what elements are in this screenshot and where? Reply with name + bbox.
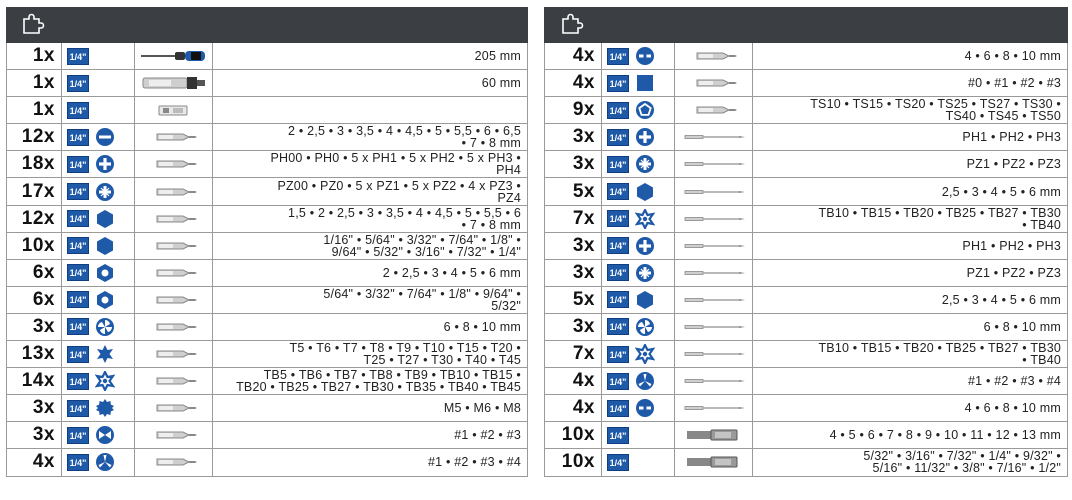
sizes: 4 • 5 • 6 • 7 • 8 • 9 • 10 • 11 • 12 • 13 mm [753,422,1068,449]
screwdriver-handle-image [135,43,213,70]
bit-image [135,259,213,286]
drive-type-cell [62,70,135,97]
drive-type-cell [62,449,135,476]
bit-image [135,286,213,313]
slotted-icon [95,127,115,147]
quantity: 10x [545,422,602,449]
drive-type-cell [602,422,675,449]
quantity: 10x [7,232,62,259]
drive-type-cell [602,341,675,368]
hex-tamper-icon [95,290,115,310]
drive-size-badge: 1/4" [607,373,629,390]
drive-size-badge: 1/4" [67,156,89,173]
table-row [7,232,528,259]
spline-icon [95,398,115,418]
header-picture-cell [135,8,213,43]
nut-driver-image [675,449,753,476]
clutch-icon [95,425,115,445]
table-row [545,43,1068,70]
pozidriv-icon [635,154,655,174]
quantity: 3x [7,422,62,449]
sizes: 2,5 • 3 • 4 • 5 • 6 mm [753,286,1068,313]
table-row [545,259,1068,286]
table-row [545,395,1068,422]
drive-size-badge: 1/4" [607,237,629,254]
table-row [7,286,528,313]
sizes: 60 mm [213,70,528,97]
drive-type-cell [602,97,675,124]
header-sizes-cell [753,8,1068,43]
quantity: 3x [545,232,602,259]
drive-type-cell [602,286,675,313]
long-bit-image [675,313,753,340]
sizes: 4 • 6 • 8 • 10 mm [753,395,1068,422]
quantity: 3x [545,259,602,286]
quantity: 12x [7,124,62,151]
drive-size-badge: 1/4" [67,291,89,308]
quantity: 3x [545,124,602,151]
bit-image [135,151,213,178]
table-row [545,97,1068,124]
drive-type-cell [602,205,675,232]
sizes: T5 • T6 • T7 • T8 • T9 • T10 • T15 • T20 • T25 • T27 • T30 • T40 • T45 [213,341,528,368]
quantity: 4x [545,395,602,422]
table-row [7,43,528,70]
quantity: 1x [7,97,62,124]
table-row [545,151,1068,178]
header-sizes-cell [213,8,528,43]
sizes: PH1 • PH2 • PH3 [753,124,1068,151]
quantity: 3x [545,151,602,178]
drive-size-badge: 1/4" [67,400,89,417]
drive-size-badge: 1/4" [67,427,89,444]
hex-icon [635,290,655,310]
drive-type-cell [62,151,135,178]
drive-type-cell [602,313,675,340]
quantity: 17x [7,178,62,205]
drive-size-badge: 1/4" [67,454,89,471]
table-row [7,151,528,178]
bit-image [135,313,213,340]
sizes: TB10 • TB15 • TB20 • TB25 • TB27 • TB30 • TB40 [753,205,1068,232]
bit-image [135,124,213,151]
sizes: 4 • 6 • 8 • 10 mm [753,43,1068,70]
drive-size-badge: 1/4" [67,237,89,254]
drive-type-cell [602,449,675,476]
table-row [545,341,1068,368]
drive-size-badge: 1/4" [607,48,629,65]
drive-type-cell [62,395,135,422]
drive-size-badge: 1/4" [67,318,89,335]
nut-driver-image [675,422,753,449]
table-row [545,449,1068,476]
sizes [213,97,528,124]
drive-size-badge: 1/4" [67,102,89,119]
table-row [545,205,1068,232]
quantity: 4x [545,70,602,97]
table-row [545,313,1068,340]
quantity: 3x [545,313,602,340]
table-row [545,368,1068,395]
sizes: M5 • M6 • M8 [213,395,528,422]
drive-type-cell [62,97,135,124]
long-bit-image [675,286,753,313]
hex-icon [635,182,655,202]
long-bit-image [675,205,753,232]
long-bit-image [675,341,753,368]
sizes: TS10 • TS15 • TS20 • TS25 • TS27 • TS30 • TS40 • TS45 • TS50 [753,97,1068,124]
sizes: #1 • #2 • #3 • #4 [213,449,528,476]
drive-size-badge: 1/4" [67,264,89,281]
sizes: TB10 • TB15 • TB20 • TB25 • TB27 • TB30 • TB40 [753,341,1068,368]
bit-image [135,368,213,395]
bit-image [675,97,753,124]
table-row [545,232,1068,259]
quantity: 1x [7,70,62,97]
puzzle-icon [21,11,47,35]
sizes: #1 • #2 • #3 • #4 [753,368,1068,395]
tri-wing-icon [635,371,655,391]
drive-type-cell [62,259,135,286]
right-table-header [545,8,1068,43]
drive-type-cell [602,151,675,178]
table-row [7,178,528,205]
drive-type-cell [602,232,675,259]
drive-size-badge: 1/4" [607,210,629,227]
drive-size-badge: 1/4" [607,346,629,363]
quantity: 4x [7,449,62,476]
pentalobe-icon [635,100,655,120]
bit-image [135,395,213,422]
header-picture-cell [675,8,753,43]
drive-size-badge: 1/4" [67,48,89,65]
drive-type-cell [602,70,675,97]
quantity: 10x [545,449,602,476]
table-row [7,368,528,395]
quantity: 12x [7,205,62,232]
table-row [7,395,528,422]
table-row [7,449,528,476]
drive-size-badge: 1/4" [67,75,89,92]
left-table-header [7,8,528,43]
torx-tamper-icon [95,371,115,391]
torx-tamper-icon [635,209,655,229]
table-row [7,205,528,232]
header-puzzle-cell [7,8,62,43]
bit-holder-image [135,70,213,97]
sizes: 1/16" • 5/64" • 3/32" • 7/64" • 1/8" • 9/64" • 5/32" • 3/16" • 7/32" • 1/4" [213,232,528,259]
quantity: 1x [7,43,62,70]
long-bit-image [675,124,753,151]
quantity: 6x [7,259,62,286]
sizes: 5/32" • 3/16" • 7/32" • 1/4" • 9/32" • 5/16" • 11/32" • 3/8" • 7/16" • 1/2" [753,449,1068,476]
drive-size-badge: 1/4" [607,264,629,281]
drive-type-cell [602,43,675,70]
drive-size-badge: 1/4" [607,427,629,444]
long-bit-image [675,232,753,259]
hex-icon [95,236,115,256]
bit-image [675,43,753,70]
drive-size-badge: 1/4" [607,156,629,173]
sizes: TB5 • TB6 • TB7 • TB8 • TB9 • TB10 • TB15 • TB20 • TB25 • TB27 • TB30 • TB35 • TB40 • TB45 [213,368,528,395]
drive-size-badge: 1/4" [607,102,629,119]
drive-type-cell [602,259,675,286]
quantity: 6x [7,286,62,313]
drive-type-cell [62,313,135,340]
table-row [545,178,1068,205]
drive-size-badge: 1/4" [607,454,629,471]
quantity: 5x [545,178,602,205]
quantity: 9x [545,97,602,124]
sizes: 2,5 • 3 • 4 • 5 • 6 mm [753,178,1068,205]
drive-size-badge: 1/4" [67,129,89,146]
pozidriv-icon [95,182,115,202]
bit-image [135,422,213,449]
sizes: 1,5 • 2 • 2,5 • 3 • 3,5 • 4 • 4,5 • 5 • 5,5 • 6 • 7 • 8 mm [213,205,528,232]
drive-size-badge: 1/4" [607,129,629,146]
sizes: 5/64" • 3/32" • 7/64" • 1/8" • 9/64" • 5/32" [213,286,528,313]
spanner-fan-icon [95,317,115,337]
drive-type-cell [62,124,135,151]
sizes: PZ1 • PZ2 • PZ3 [753,151,1068,178]
drive-size-badge: 1/4" [67,210,89,227]
drive-size-badge: 1/4" [67,346,89,363]
drive-size-badge: 1/4" [607,291,629,308]
pozidriv-icon [635,263,655,283]
sizes: #1 • #2 • #3 [213,422,528,449]
quantity: 4x [545,43,602,70]
quantity: 5x [545,286,602,313]
drive-type-cell [62,178,135,205]
drive-type-cell [602,368,675,395]
sizes: 205 mm [213,43,528,70]
long-bit-image [675,151,753,178]
bit-image [135,449,213,476]
drive-type-cell [62,43,135,70]
sizes: 2 • 2,5 • 3 • 3,5 • 4 • 4,5 • 5 • 5,5 • 6 • 6,5 • 7 • 8 mm [213,124,528,151]
table-row [7,341,528,368]
quantity: 18x [7,151,62,178]
drive-type-cell [62,205,135,232]
drive-size-badge: 1/4" [607,183,629,200]
table-row [7,124,528,151]
quantity: 4x [545,368,602,395]
drive-type-cell [62,286,135,313]
sizes: PZ1 • PZ2 • PZ3 [753,259,1068,286]
long-bit-image [675,368,753,395]
drive-type-cell [602,395,675,422]
table-row [545,422,1068,449]
table-row [7,422,528,449]
spanner-icon [635,398,655,418]
table-row [7,259,528,286]
header-puzzle-cell [545,8,602,43]
drive-type-cell [62,341,135,368]
table-row [545,124,1068,151]
drive-type-cell [62,232,135,259]
phillips-icon [95,154,115,174]
sizes: 6 • 8 • 10 mm [753,313,1068,340]
header-drive-cell [62,8,135,43]
spanner-icon [635,46,655,66]
bit-image [135,341,213,368]
table-row [7,97,528,124]
drive-size-badge: 1/4" [67,183,89,200]
quantity: 7x [545,341,602,368]
sizes: 6 • 8 • 10 mm [213,313,528,340]
drive-type-cell [62,368,135,395]
drive-type-cell [602,124,675,151]
sizes: 2 • 2,5 • 3 • 4 • 5 • 6 mm [213,259,528,286]
phillips-icon [635,127,655,147]
quantity: 14x [7,368,62,395]
sizes: PH1 • PH2 • PH3 [753,232,1068,259]
bit-image [135,232,213,259]
sizes: PH00 • PH0 • 5 x PH1 • 5 x PH2 • 5 x PH3 • PH4 [213,151,528,178]
right-bit-table [544,7,1068,477]
long-bit-image [675,178,753,205]
drive-size-badge: 1/4" [607,400,629,417]
torx-icon [95,344,115,364]
long-bit-image [675,259,753,286]
long-bit-image [675,395,753,422]
quantity: 3x [7,313,62,340]
bit-image [675,70,753,97]
hex-icon [95,209,115,229]
adapter-image [135,97,213,124]
header-drive-cell [602,8,675,43]
quantity: 3x [7,395,62,422]
quantity: 13x [7,341,62,368]
sizes: PZ00 • PZ0 • 5 x PZ1 • 5 x PZ2 • 4 x PZ3 • PZ4 [213,178,528,205]
drive-size-badge: 1/4" [607,75,629,92]
square-icon [635,73,655,93]
drive-type-cell [62,422,135,449]
drive-size-badge: 1/4" [67,373,89,390]
quantity: 7x [545,205,602,232]
bit-image [135,178,213,205]
bit-image [135,205,213,232]
table-row [545,286,1068,313]
sizes: #0 • #1 • #2 • #3 [753,70,1068,97]
spanner-fan-icon [635,317,655,337]
phillips-icon [635,236,655,256]
torx-tamper-icon [635,344,655,364]
table-row [545,70,1068,97]
table-row [7,70,528,97]
puzzle-icon [560,11,586,35]
drive-size-badge: 1/4" [607,318,629,335]
left-bit-table [6,7,528,477]
table-row [7,313,528,340]
tri-wing-icon [95,452,115,472]
hex-tamper-icon [95,263,115,283]
drive-type-cell [602,178,675,205]
